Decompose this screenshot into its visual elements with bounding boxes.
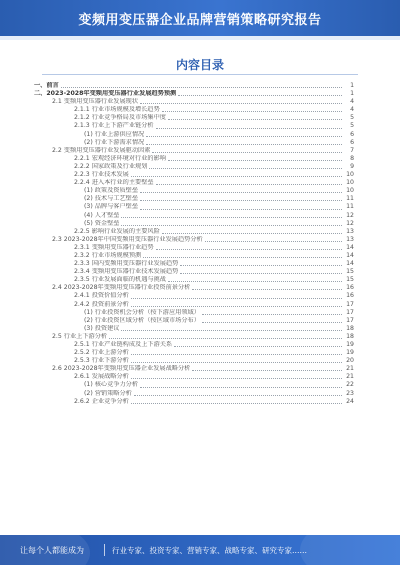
toc-entry-page: 13 (346, 227, 354, 235)
toc-entry-label: 2.5.1 行业产业链构成及上下游关系 (74, 341, 173, 348)
toc-entry[interactable] (34, 333, 354, 341)
report-header (0, 0, 400, 36)
toc-entry-label: 2.1.2 行业竞争格局及市场集中度 (74, 114, 166, 122)
toc-leader-dots (131, 362, 342, 363)
toc-entry-label: 2.6 2023-2028年变频用变压器企业发展战略分析 (52, 365, 191, 373)
toc-entry[interactable] (34, 122, 354, 130)
toc-entry-page: 10 (346, 179, 354, 187)
toc-entry-page: 1 (350, 90, 354, 98)
toc-leader-dots (202, 314, 342, 315)
toc-entry-page: 18 (346, 324, 354, 332)
toc-entry[interactable] (34, 203, 354, 211)
toc-entry-page: 20 (346, 357, 354, 365)
toc-entry-page: 11 (346, 195, 354, 203)
toc-leader-dots (131, 403, 342, 404)
toc-entry-label: 2.6.1 发展战略分析 (74, 373, 129, 381)
toc-entry[interactable] (34, 147, 354, 155)
toc-leader-dots (140, 200, 342, 201)
toc-entry[interactable] (34, 398, 354, 406)
toc-entry-page: 13 (346, 235, 354, 243)
toc-leader-dots (178, 95, 342, 96)
toc-leader-dots (131, 298, 342, 299)
toc-entry-page: 22 (346, 381, 354, 389)
toc-entry[interactable] (34, 381, 354, 389)
toc-entry-page: 19 (346, 349, 354, 357)
toc-entry-label: (2) 行业下游需求情况 (84, 138, 145, 146)
toc-entry[interactable] (34, 82, 354, 90)
toc-entry-label: 2.2.1 宏观经济环境对行业的影响 (74, 154, 166, 162)
toc-entry[interactable] (34, 139, 354, 147)
toc-entry-page: 5 (350, 114, 354, 122)
toc-entry-label: 二、2023-2028年变频用变压器行业发展趋势预测 (34, 90, 177, 98)
toc-entry-label: 2.2.5 影响行业发展的主要风险 (74, 227, 160, 235)
toc-entry-label: 2.3.5 行业发展面临的机遇与挑战 (74, 276, 166, 284)
toc-entry-page: 5 (350, 122, 354, 130)
toc-entry-label: (5) 资金壁垒 (84, 219, 120, 227)
toc-leader-dots (140, 387, 342, 388)
toc-entry-label: 2.2.4 进入本行业的主要壁垒 (74, 179, 154, 187)
toc-entry[interactable] (34, 373, 354, 381)
toc-entry-label: (3) 投资建议 (84, 324, 120, 332)
toc-entry-page: 15 (346, 268, 354, 276)
toc-entry-label: 2.2 变频用变压器行业发展驱动因素 (52, 146, 151, 154)
toc-entry[interactable] (34, 268, 354, 276)
toc-leader-dots (205, 241, 342, 242)
toc-entry-label: 2.4 2023-2028年变频用变压器行业投资前景分析 (52, 284, 191, 292)
toc-entry-page: 12 (346, 211, 354, 219)
toc-leader-dots (156, 128, 342, 129)
toc-entry-page: 24 (346, 397, 354, 405)
toc-leader-dots (131, 378, 342, 379)
toc-entry[interactable] (34, 179, 354, 187)
toc-entry[interactable] (34, 212, 354, 220)
toc-entry-page: 14 (346, 251, 354, 259)
toc-leader-dots (131, 176, 342, 177)
toc-leader-dots (143, 257, 342, 258)
toc-entry-page: 17 (346, 300, 354, 308)
toc-entry[interactable] (34, 357, 354, 365)
toc-entry-page: 17 (346, 316, 354, 324)
toc-entry[interactable] (34, 244, 354, 252)
toc-entry-label: 2.6.2 企业竞争分析 (74, 397, 129, 405)
toc-leader-dots (174, 346, 342, 347)
toc-entry-label: 2.2.3 行业技术发展 (74, 171, 129, 179)
toc-entry-label: 2.3.4 变频用变压器行业技术发展趋势 (74, 268, 179, 276)
toc-entry-page: 21 (346, 365, 354, 373)
toc-leader-dots (109, 338, 342, 339)
toc-entry-page: 11 (346, 203, 354, 211)
toc-entry[interactable] (34, 276, 354, 284)
toc-entry-label: (4) 人才壁垒 (84, 211, 120, 219)
toc-entry[interactable] (34, 106, 354, 114)
toc-entry[interactable] (34, 325, 354, 333)
toc-leader-dots (146, 144, 342, 145)
toc-entry[interactable] (34, 114, 354, 122)
toc-entry[interactable] (34, 349, 354, 357)
toc-leader-dots (168, 119, 342, 120)
toc-entry[interactable] (34, 163, 354, 171)
toc-leader-dots (202, 322, 342, 323)
toc-entry-page: 21 (346, 373, 354, 381)
toc-entry-label: 一、前言 (34, 82, 59, 89)
toc-entry-label: 2.4.2 投资前景分析 (74, 300, 129, 308)
toc-entry-label: (2) 技术与工艺壁垒 (84, 195, 139, 203)
toc-entry[interactable] (34, 220, 354, 228)
toc-entry-page: 1 (350, 82, 354, 89)
toc-entry[interactable] (34, 301, 354, 309)
toc-entry-page: 15 (346, 276, 354, 284)
toc-entry-page: 18 (346, 332, 354, 340)
toc-entry-label: (1) 政策及资质壁垒 (84, 187, 139, 195)
toc-leader-dots (131, 354, 342, 355)
toc-leader-dots (192, 370, 342, 371)
footer-slogan: 让每个人都能成为 (20, 546, 84, 555)
toc-entry[interactable] (34, 317, 354, 325)
toc-entry[interactable] (34, 309, 354, 317)
toc-entry[interactable] (34, 341, 354, 349)
toc-entry-label: 2.5 行业上下游分析 (52, 332, 108, 340)
toc-entry-page: 10 (346, 171, 354, 179)
toc-leader-dots (140, 103, 342, 104)
toc-leader-dots (156, 249, 342, 250)
toc-entry-page: 19 (346, 341, 354, 348)
toc-leader-dots (121, 330, 342, 331)
toc-leader-dots (162, 233, 342, 234)
toc-entry-label: 2.3 2023-2028年中国变频用变压器行业发展趋势分析 (52, 235, 203, 243)
toc-entry[interactable] (34, 292, 354, 300)
toc-leader-dots (156, 184, 342, 185)
toc-leader-dots (152, 152, 342, 153)
toc-entry-page: 16 (346, 292, 354, 300)
toc-entry-label: (1) 核心竞争力分析 (84, 381, 139, 389)
toc-entry-page: 6 (350, 138, 354, 146)
toc-leader-dots (168, 281, 342, 282)
toc-entry-label: (1) 行业上游供应情况 (84, 130, 145, 138)
toc-entry-label: 2.4.1 投资价值分析 (74, 292, 129, 300)
toc-entry-page: 12 (346, 219, 354, 227)
toc-entry-label: (2) 行业投资区域分析（按区域市场分布） (84, 316, 200, 324)
toc-leader-dots (162, 111, 342, 112)
toc-entry-page: 9 (350, 162, 354, 170)
toc-leader-dots (140, 192, 342, 193)
toc-entry[interactable] (34, 390, 354, 398)
toc-entry[interactable] (34, 236, 354, 244)
toc-entry[interactable] (34, 228, 354, 236)
toc-entry-page: 14 (346, 243, 354, 251)
toc-entry-page: 10 (346, 187, 354, 195)
toc-leader-dots (134, 395, 342, 396)
footer-banner (0, 535, 400, 565)
toc-divider (42, 74, 358, 75)
report-title: 变频用变压器企业品牌营销策略研究报告 (78, 13, 322, 28)
toc-entry-page: 16 (346, 284, 354, 292)
footer-divider (104, 544, 105, 556)
toc-entry-label: 2.3.1 变频用变压器行业趋势 (74, 243, 154, 251)
toc-heading: 内容目录 (175, 58, 224, 72)
toc-entry-page: 7 (350, 146, 354, 154)
toc-leader-dots (146, 136, 342, 137)
table-of-contents (34, 82, 354, 406)
toc-leader-dots (180, 265, 342, 266)
toc-entry-label: 2.1.3 行业上下游产业链分析 (74, 122, 154, 130)
toc-entry[interactable] (34, 187, 354, 195)
toc-leader-dots (61, 87, 342, 88)
toc-entry[interactable] (34, 195, 354, 203)
toc-entry[interactable] (34, 365, 354, 373)
toc-entry[interactable] (34, 252, 354, 260)
toc-entry[interactable] (34, 260, 354, 268)
toc-entry-label: 2.5.2 行业上游分析 (74, 349, 129, 357)
toc-entry-page: 4 (350, 106, 354, 114)
toc-entry[interactable] (34, 90, 354, 98)
toc-leader-dots (121, 217, 342, 218)
toc-entry[interactable] (34, 98, 354, 106)
toc-entry-label: 2.3.3 国内变频用变压器行业发展趋势 (74, 260, 179, 268)
toc-entry-page: 6 (350, 130, 354, 138)
toc-leader-dots (140, 209, 342, 210)
header-band (0, 36, 400, 40)
toc-entry[interactable] (34, 155, 354, 163)
footer-tagline: 行业专家、投资专家、营销专家、战略专家、研究专家…… (112, 546, 307, 555)
toc-entry-label: 2.2.2 国家政策及行业规划 (74, 162, 148, 170)
toc-leader-dots (149, 168, 342, 169)
toc-entry-page: 8 (350, 154, 354, 162)
toc-entry[interactable] (34, 131, 354, 139)
toc-entry-label: (1) 行业投资机会分析（按下游应用领域） (84, 308, 200, 316)
toc-entry[interactable] (34, 284, 354, 292)
toc-entry-label: 2.3.2 行业市场规模预测 (74, 251, 142, 259)
toc-leader-dots (192, 289, 342, 290)
toc-entry-label: (2) 营销策略分析 (84, 389, 132, 397)
footer-decoration (300, 535, 400, 565)
toc-entry-page: 17 (346, 308, 354, 316)
toc-entry-label: (3) 品牌与客户壁垒 (84, 203, 139, 211)
toc-entry-page: 23 (346, 389, 354, 397)
toc-entry-label: 2.5.3 行业下游分析 (74, 357, 129, 365)
toc-leader-dots (168, 160, 342, 161)
toc-entry-page: 14 (346, 260, 354, 268)
toc-leader-dots (180, 273, 342, 274)
toc-entry-page: 4 (350, 98, 354, 106)
toc-leader-dots (121, 225, 342, 226)
toc-leader-dots (131, 306, 342, 307)
toc-entry[interactable] (34, 171, 354, 179)
toc-entry-label: 2.1.1 行业市场规模及增长趋势 (74, 106, 160, 114)
toc-entry-label: 2.1 变频用变压器行业发展现状 (52, 98, 139, 106)
